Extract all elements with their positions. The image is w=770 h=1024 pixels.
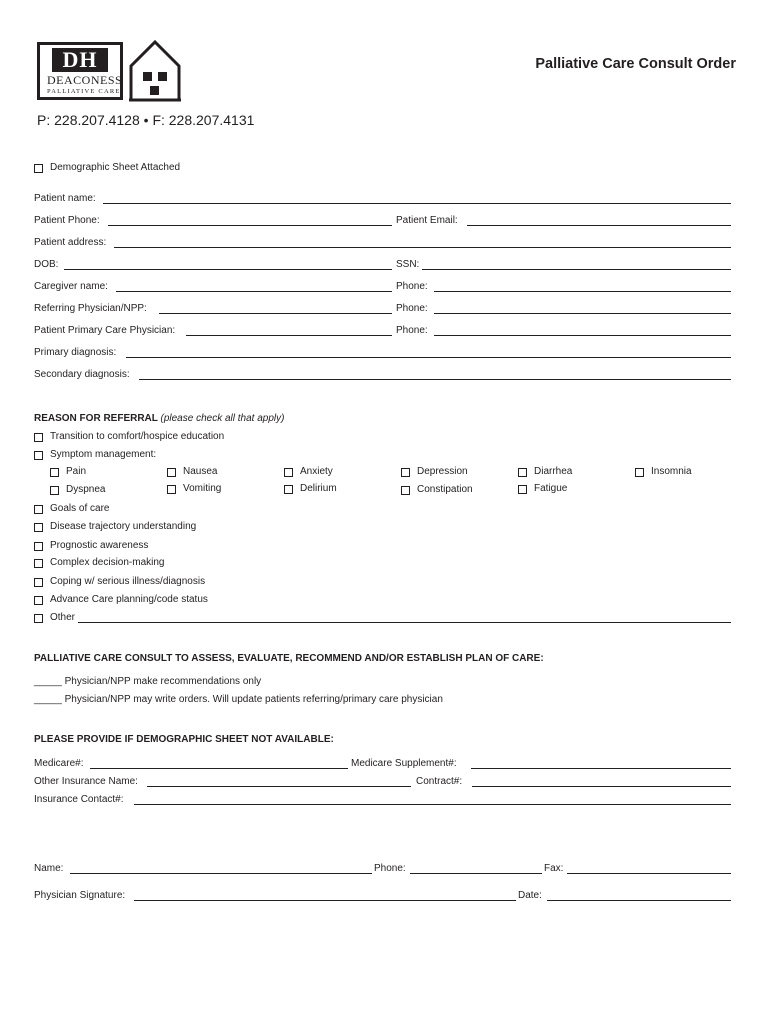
- patient-email-label: Patient Email:: [396, 215, 458, 226]
- symptom-dyspnea-checkbox[interactable]: [50, 486, 59, 495]
- referring-physician-label: Referring Physician/NPP:: [34, 303, 147, 314]
- dob-label: DOB:: [34, 259, 59, 270]
- patient-name-label: Patient name:: [34, 193, 96, 204]
- referring-phone-label: Phone:: [396, 303, 428, 314]
- secondary-diagnosis-label: Secondary diagnosis:: [34, 369, 130, 380]
- logo-tagline: PALLIATIVE CARE: [47, 88, 121, 95]
- patient-phone-field[interactable]: [108, 225, 392, 226]
- consult-option-recommendations[interactable]: _____ Physician/NPP make recommendations only: [34, 676, 262, 687]
- reason-other-checkbox[interactable]: [34, 614, 43, 623]
- referring-phone-field[interactable]: [434, 313, 731, 314]
- fax-field[interactable]: [567, 873, 731, 874]
- primary-care-phone-label: Phone:: [396, 325, 428, 336]
- symptom-insomnia-checkbox[interactable]: [635, 468, 644, 477]
- form-title: Palliative Care Consult Order: [535, 56, 736, 72]
- patient-phone-label: Patient Phone:: [34, 215, 100, 226]
- date-label: Date:: [518, 890, 542, 901]
- name-label: Name:: [34, 863, 64, 874]
- demographic-sheet-checkbox[interactable]: [34, 164, 43, 173]
- primary-care-physician-field[interactable]: [186, 335, 392, 336]
- medicare-field[interactable]: [90, 768, 348, 769]
- primary-care-phone-field[interactable]: [434, 335, 731, 336]
- house-icon: [128, 38, 182, 102]
- caregiver-phone-field[interactable]: [434, 291, 731, 292]
- secondary-diagnosis-field[interactable]: [139, 379, 731, 380]
- phone-field[interactable]: [410, 873, 542, 874]
- primary-care-physician-label: Patient Primary Care Physician:: [34, 325, 176, 336]
- physician-signature-label: Physician Signature:: [34, 890, 126, 901]
- phone-label: Phone:: [374, 863, 406, 874]
- patient-name-field[interactable]: [103, 203, 731, 204]
- logo-monogram: DH: [52, 48, 108, 72]
- transition-checkbox[interactable]: [34, 433, 43, 442]
- insurance-contact-label: Insurance Contact#:: [34, 794, 124, 805]
- caregiver-name-field[interactable]: [116, 291, 392, 292]
- symptom-depression-checkbox[interactable]: [401, 468, 410, 477]
- caregiver-phone-label: Phone:: [396, 281, 428, 292]
- contact-line: P: 228.207.4128 • F: 228.207.4131: [37, 112, 255, 128]
- medicare-supplement-label: Medicare Supplement#:: [351, 758, 457, 769]
- primary-diagnosis-field[interactable]: [126, 357, 731, 358]
- reason-heading: REASON FOR REFERRAL (please check all that apply): [34, 413, 285, 424]
- medicare-supplement-field[interactable]: [471, 768, 731, 769]
- reason-other-field[interactable]: [78, 622, 731, 623]
- symptom-delirium-checkbox[interactable]: [284, 485, 293, 494]
- symptom-pain-checkbox[interactable]: [50, 468, 59, 477]
- primary-diagnosis-label: Primary diagnosis:: [34, 347, 117, 358]
- consult-option-orders[interactable]: _____ Physician/NPP may write orders. Will update patients referring/primary care physician: [34, 694, 443, 705]
- patient-address-label: Patient address:: [34, 237, 107, 248]
- insurance-heading: PLEASE PROVIDE IF DEMOGRAPHIC SHEET NOT AVAILABLE:: [34, 734, 334, 745]
- symptom-anxiety-checkbox[interactable]: [284, 468, 293, 477]
- symptom-vomiting-checkbox[interactable]: [167, 485, 176, 494]
- patient-email-field[interactable]: [467, 225, 731, 226]
- symptom-diarrhea-checkbox[interactable]: [518, 468, 527, 477]
- contract-label: Contract#:: [416, 776, 463, 787]
- physician-signature-field[interactable]: [134, 900, 516, 901]
- logo-name: DEACONESS: [47, 73, 123, 87]
- ssn-label: SSN:: [396, 259, 420, 270]
- caregiver-name-label: Caregiver name:: [34, 281, 108, 292]
- reason-advance-care-checkbox[interactable]: [34, 596, 43, 605]
- logo-box: [37, 42, 123, 100]
- other-insurance-label: Other Insurance Name:: [34, 776, 138, 787]
- symptom-nausea-checkbox[interactable]: [167, 468, 176, 477]
- dob-field[interactable]: [64, 269, 392, 270]
- consult-option-orders-blank[interactable]: _____: [34, 694, 62, 705]
- referring-physician-field[interactable]: [159, 313, 392, 314]
- name-field[interactable]: [70, 873, 372, 874]
- ssn-field[interactable]: [422, 269, 731, 270]
- symptom-management-checkbox[interactable]: [34, 451, 43, 460]
- reason-complex-decision-checkbox[interactable]: [34, 559, 43, 568]
- consult-option-recommendations-blank[interactable]: _____: [34, 676, 62, 687]
- symptom-fatigue-checkbox[interactable]: [518, 485, 527, 494]
- reason-goals-of-care-checkbox[interactable]: [34, 505, 43, 514]
- symptom-constipation-checkbox[interactable]: [401, 486, 410, 495]
- reason-disease-trajectory-checkbox[interactable]: [34, 523, 43, 532]
- insurance-contact-field[interactable]: [134, 804, 731, 805]
- medicare-label: Medicare#:: [34, 758, 84, 769]
- consult-heading: PALLIATIVE CARE CONSULT TO ASSESS, EVALUATE, RECOMMEND AND/OR ESTABLISH PLAN OF CARE:: [34, 653, 544, 664]
- contract-field[interactable]: [472, 786, 731, 787]
- other-insurance-field[interactable]: [147, 786, 411, 787]
- date-field[interactable]: [547, 900, 731, 901]
- fax-label: Fax:: [544, 863, 564, 874]
- reason-prognostic-awareness-checkbox[interactable]: [34, 542, 43, 551]
- reason-coping-checkbox[interactable]: [34, 578, 43, 587]
- patient-address-field[interactable]: [114, 247, 731, 248]
